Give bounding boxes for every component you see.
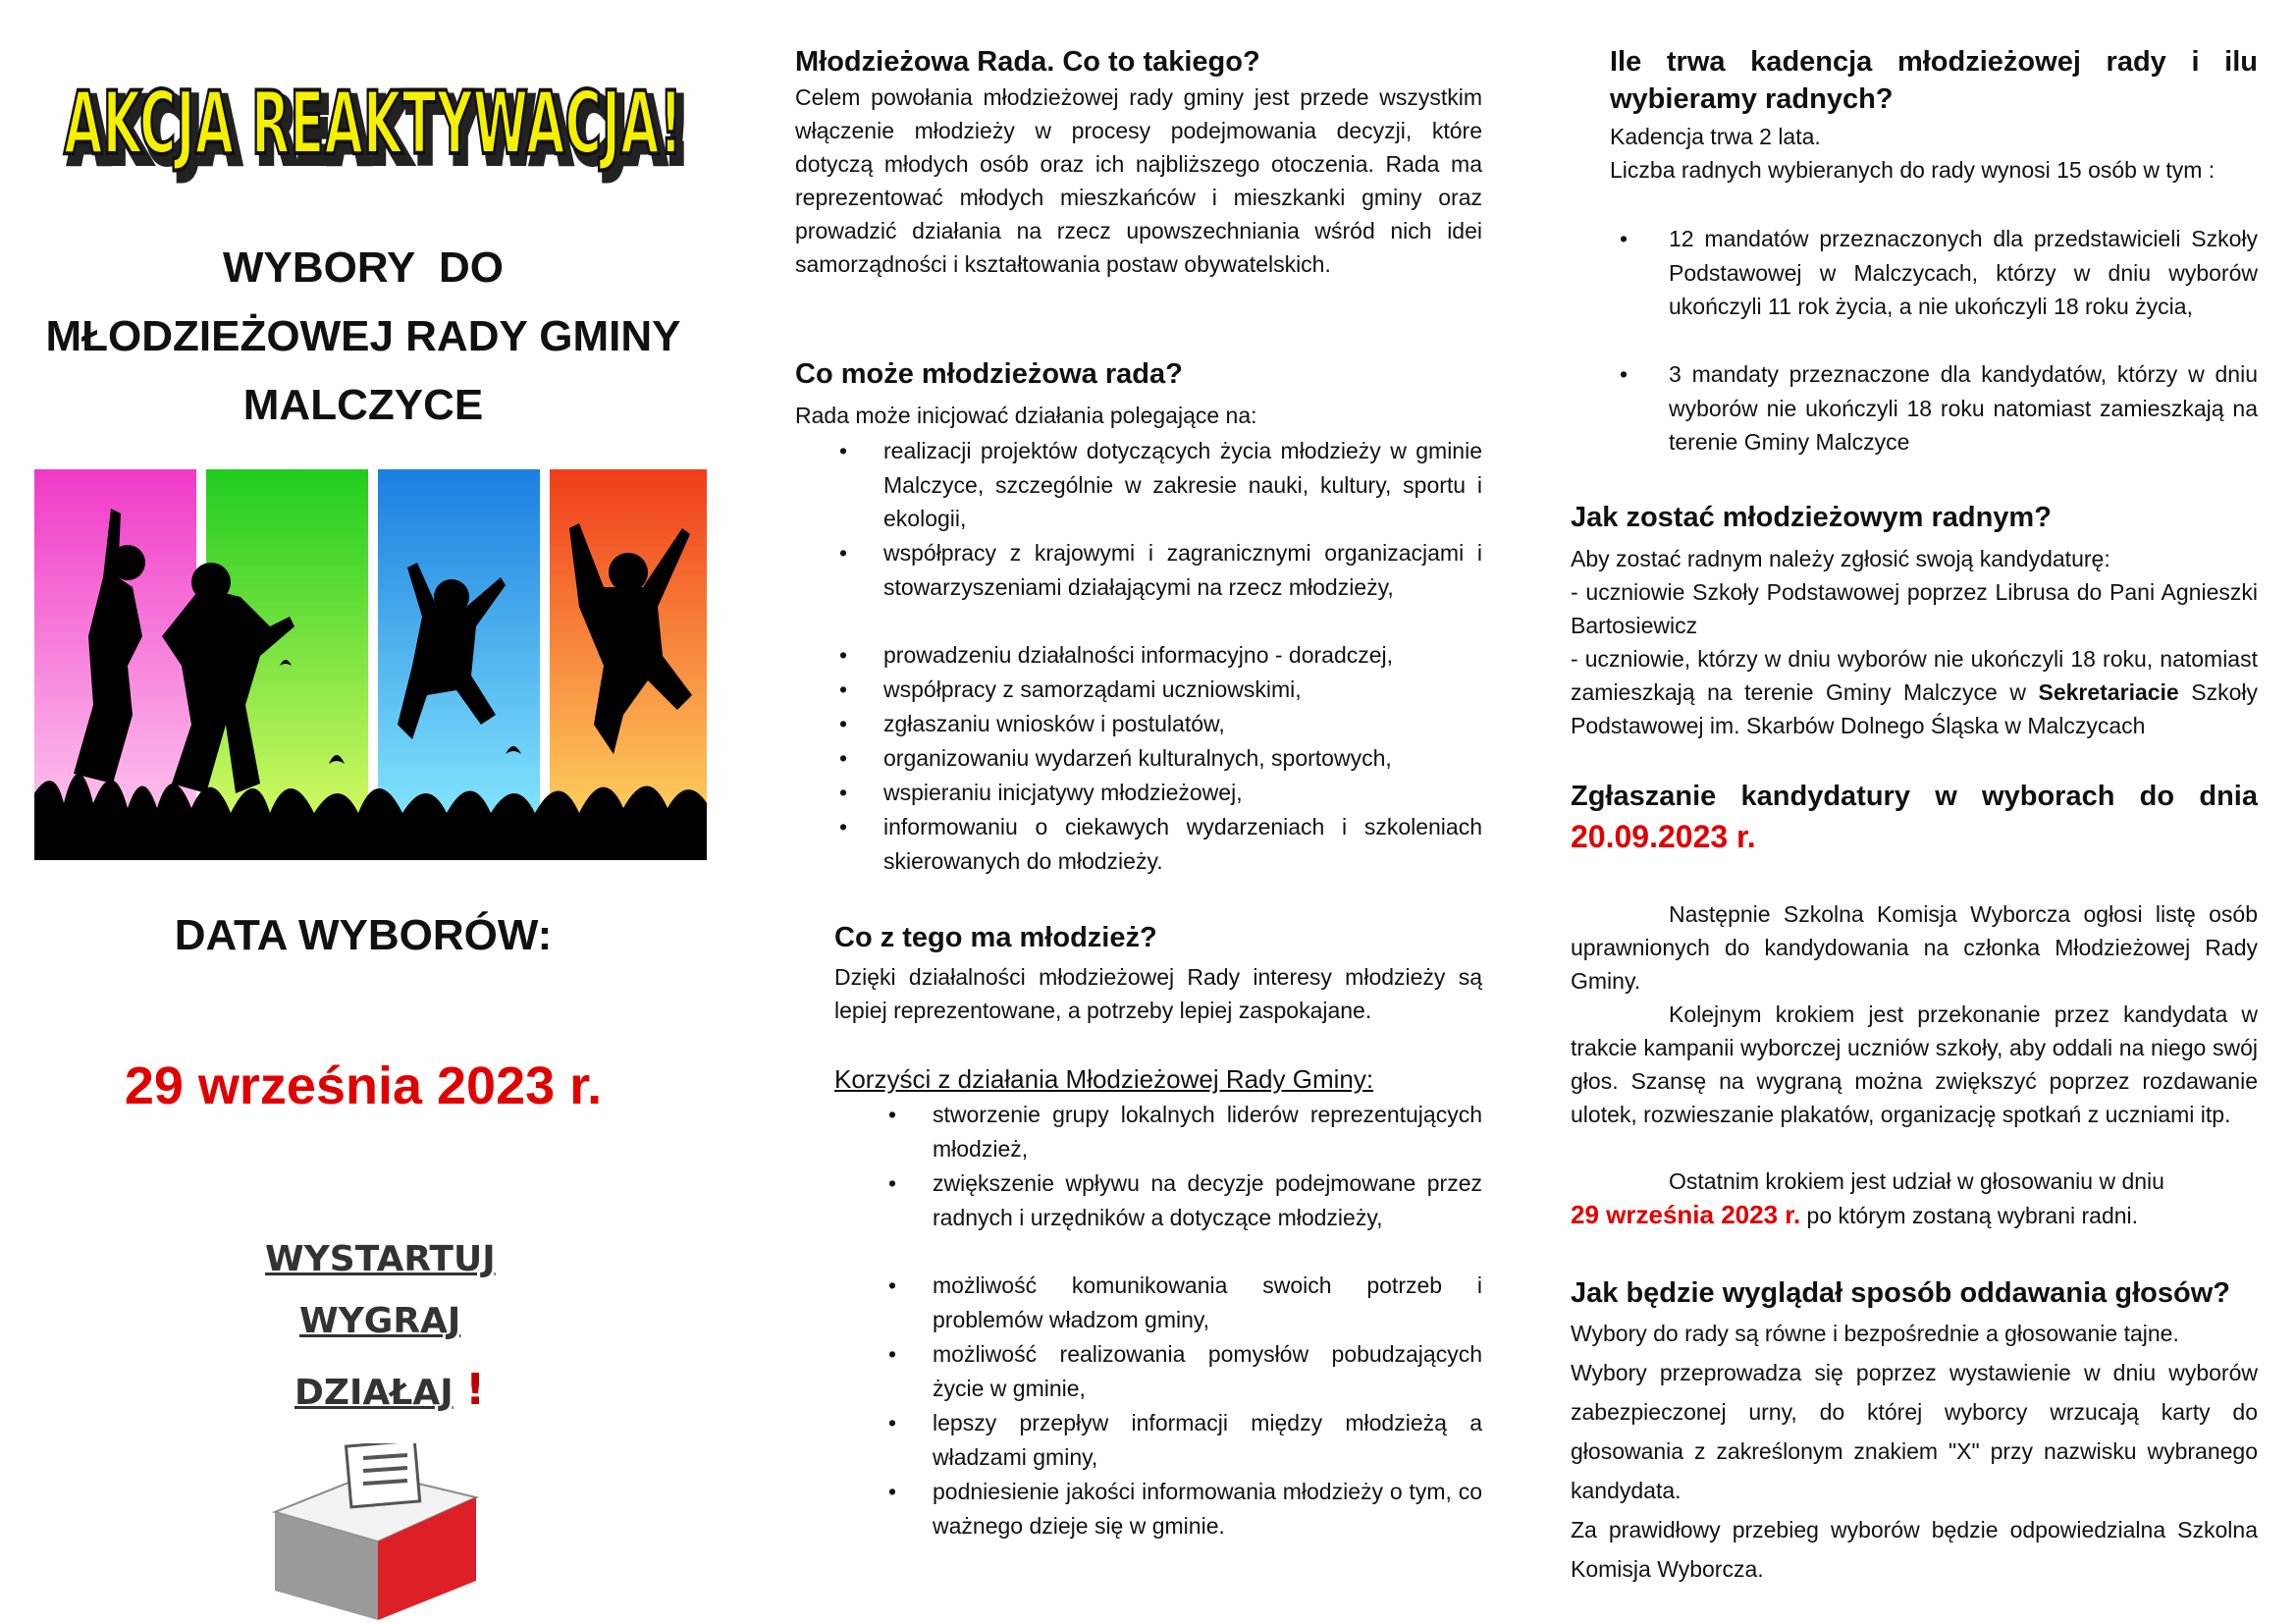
bullet-icon: •: [839, 711, 848, 736]
benefit-body: Dzięki działalności młodzieżowej Rady interesy młodzieży są lepiej reprezentowane, a potrzeby lepiej zaspokajane.: [834, 964, 1482, 1023]
advantages-heading: Korzyści z działania Młodzieżowej Rady Gminy:: [834, 1064, 1374, 1094]
list-item: • realizacji projektów dotyczących życia młodzieży w gminie Malczyce, szczególnie w zakresie nauki, kultury, sportu i ekologii,: [883, 434, 1482, 536]
list-item: • współpracy z krajowymi i zagranicznymi organizacjami i stowarzyszeniami działającymi na rzecz młodzieży,: [883, 536, 1482, 604]
bullet-icon: •: [839, 745, 848, 771]
cover-title-line1: WYBORY DO: [222, 244, 505, 292]
list-item: • organizowaniu wydarzeń kulturalnych, sportowych,: [883, 741, 1482, 776]
slogan-start: WYSTARTUJ: [265, 1239, 496, 1279]
bullet-icon: •: [1620, 226, 1629, 251]
slogan-win: WYGRAJ: [299, 1301, 461, 1341]
logo-text: AKCJA REAKTYWACJA!: [64, 73, 682, 174]
candidacy-intro: Aby zostać radnym należy zgłosić swoją kandydaturę:: [1571, 546, 2110, 571]
cover-title-line2: MŁODZIEŻOWEJ RADY GMINY: [45, 312, 681, 360]
list-item: • 12 mandatów przeznaczonych dla przedstawicieli Szkoły Podstawowej w Malczycach, którzy w dniu wyborów ukończyli 11 rok życia, a nie ukończyli 18 roku życia,: [1669, 222, 2258, 324]
deadline-date: 20.09.2023 r.: [1571, 819, 1756, 854]
bullet-icon: •: [839, 642, 848, 668]
list-item: • możliwość realizowania pomysłów pobudzających życie w gminie,: [933, 1337, 1482, 1405]
slogan-exclamation: !: [465, 1365, 486, 1415]
ballot-box-icon: [265, 1443, 491, 1620]
list-item: • możliwość komunikowania swoich potrzeb i problemów władzom gminy,: [933, 1269, 1482, 1336]
secretariat-label: Sekretariacie: [2038, 679, 2179, 705]
list-item: • wspieraniu inicjatywy młodzieżowej,: [883, 776, 1482, 810]
cover-title: [0, 234, 726, 440]
benefit-heading: Co z tego ma młodzież?: [834, 922, 1157, 953]
bullet-icon: •: [839, 540, 848, 566]
list-item: • informowaniu o ciekawych wydarzeniach i szkoleniach skierowanych do młodzieży.: [883, 810, 1482, 878]
term-length: Kadencja trwa 2 lata.: [1610, 124, 1821, 149]
voting-rules: Wybory do rady są równe i bezpośrednie a głosowanie tajne.: [1571, 1321, 2179, 1346]
candidacy-residents: - uczniowie, którzy w dniu wyborów nie ukończyli 18 roku, natomiast zamieszkają na terenie Gminy Malczyce w Sekretariacie Szkoły Podstawowej im. Skarbów Dolnego Śląska w Malczycach: [1571, 646, 2259, 738]
about-heading: Młodzieżowa Rada. Co to takiego?: [795, 46, 1260, 78]
candidacy-heading: Jak zostać młodzieżowym radnym?: [1571, 502, 2052, 533]
voting-commission: Za prawidłowy przebieg wyborów będzie odpowiedzialna Szkolna Komisja Wyborcza.: [1571, 1517, 2258, 1582]
election-date-label: DATA WYBORÓW:: [174, 911, 553, 959]
councillors-count: Liczba radnych wybieranych do rady wynosi 15 osób w tym :: [1610, 157, 2216, 183]
deadline-label: Zgłaszanie kandydatury w wyborach do dnia: [1571, 781, 2258, 812]
bullet-icon: •: [839, 677, 848, 702]
jumping-youth-illustration: [34, 469, 707, 860]
process-step2: Kolejnym krokiem jest przekonanie przez kandydata w trakcie kampanii wyborczej uczniów szkoły, aby oddali na niego swój głos. Szansę na wygraną można zwiększyć poprzez rozdawanie ulotek, rozwieszanie plakatów, organizację spotkań z uczniami itp.: [1571, 1001, 2258, 1127]
list-item: • lepszy przepływ informacji między młodzieżą a władzami gminy,: [933, 1406, 1482, 1474]
akcja-reaktywacja-logo: [54, 57, 692, 194]
about-body: Celem powołania młodzieżowej rady gminy jest przede wszystkim włączenie młodzieży w procesy podejmowania decyzji, które dotyczą młodych osób oraz ich najbliższego otoczenia. Rada ma reprezentować młodych mieszkańców i mieszkanki gminy oraz prowadzić działania na rzecz upowszechniania wśród nich idei samorządności i kształtowania postaw obywatelskich.: [795, 84, 1482, 277]
bullet-icon: •: [839, 780, 848, 805]
slogan-act: DZIAŁAJ: [294, 1373, 454, 1413]
candidacy-students: - uczniowie Szkoły Podstawowej poprzez Librusa do Pani Agnieszki Bartosiewicz: [1571, 579, 2258, 638]
logo-shadow: AKCJA REAKTYWACJA!: [70, 81, 688, 182]
cover-title-line3: MALCZYCE: [242, 381, 484, 429]
slogan-act-wrap: [294, 1365, 485, 1415]
bullet-icon: •: [839, 814, 848, 839]
list-item: • stworzenie grupy lokalnych liderów reprezentujących młodzież,: [933, 1098, 1482, 1165]
list-item: • współpracy z samorządami uczniowskimi,: [883, 673, 1482, 707]
voting-procedure: Wybory przeprowadza się poprzez wystawienie w dniu wyborów zabezpieczonej urny, do której wyborcy wrzucają karty do głosowania z zakreślonym znakiem "X" przy nazwisku wybranego kandydata.: [1571, 1360, 2258, 1503]
voting-date: 29 września 2023 r.: [1571, 1200, 1801, 1229]
bullet-icon: •: [839, 438, 848, 463]
voting-heading: Jak będzie wyglądał sposób oddawania głosów?: [1571, 1277, 2230, 1309]
list-item: • 3 mandaty przeznaczone dla kandydatów, którzy w dniu wyborów nie ukończyli 18 roku natomiast zamieszkają na terenie Gminy Malczyce: [1669, 357, 2258, 460]
capabilities-intro: Rada może inicjować działania polegające na:: [795, 403, 1257, 428]
bullet-icon: •: [888, 1102, 897, 1127]
process-step3: Ostatnim krokiem jest udział w głosowaniu w dniu 29 września 2023 r. po którym zostaną wybrani radni.: [1571, 1168, 2164, 1229]
list-item: • zgłaszaniu wniosków i postulatów,: [883, 707, 1482, 741]
election-date-value: 29 września 2023 r.: [124, 1056, 603, 1115]
list-item: • prowadzeniu działalności informacyjno - doradczej,: [883, 638, 1482, 673]
bullet-icon: •: [888, 1170, 897, 1196]
list-item: • zwiększenie wpływu na decyzje podejmowane przez radnych i urzędników a dotyczące młodzieży,: [933, 1166, 1482, 1234]
capabilities-heading: Co może młodzieżowa rada?: [795, 358, 1183, 390]
bullet-icon: •: [888, 1272, 897, 1298]
bullet-icon: •: [888, 1410, 897, 1435]
list-item: • podniesienie jakości informowania młodzieży o tym, co ważnego dzieje się w gminie.: [933, 1475, 1482, 1543]
process-step1: Następnie Szkolna Komisja Wyborcza ogłosi listę osób uprawnionych do kandydowania na członka Młodzieżowej Rady Gminy.: [1571, 901, 2258, 994]
bullet-icon: •: [1620, 361, 1629, 387]
bullet-icon: •: [888, 1479, 897, 1504]
term-heading: Ile trwa kadencja młodzieżowej rady i ilu wybieramy radnych?: [1610, 46, 2258, 115]
bullet-icon: •: [888, 1341, 897, 1367]
